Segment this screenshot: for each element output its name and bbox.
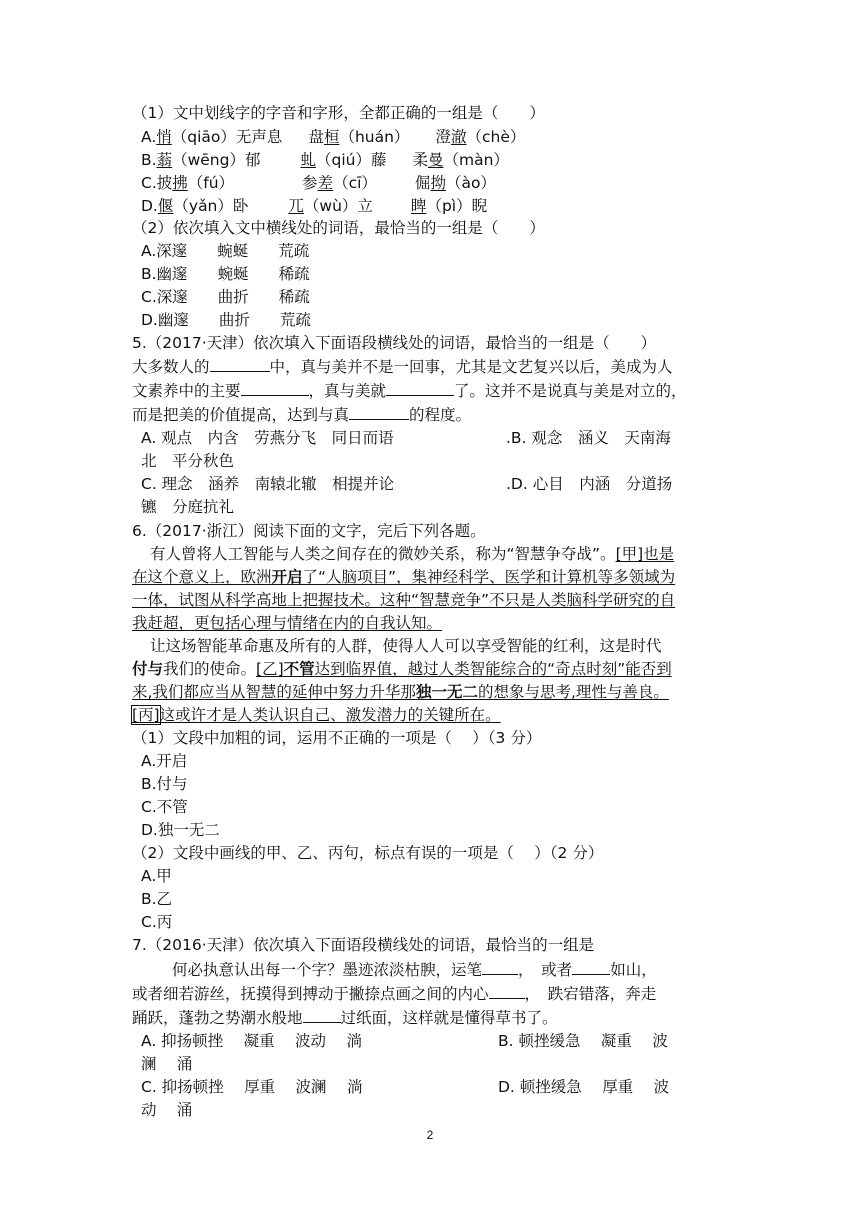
q7-text: 何必执意认出每一个字？墨迹浓淡枯腴，运笔 bbox=[172, 961, 483, 979]
q6-underlined-text: 这或许才是人类认识自己、激发潜力的关键所在。 bbox=[159, 706, 501, 724]
q6-underlined-text: 来,我们都应当从智慧的延伸中努力升华那 bbox=[132, 683, 416, 701]
option-word: 蜿蜒 bbox=[217, 242, 249, 260]
q6-sub2-option-b: B.乙 bbox=[141, 890, 173, 908]
q4-option-a bbox=[141, 127, 525, 147]
fill-blank bbox=[349, 404, 409, 420]
q4-d-char: 睥 bbox=[410, 197, 427, 215]
q6-passage-line bbox=[132, 590, 675, 610]
q6-underlined-text: 了“人脑项目”，集神经科学、医学和计算机等多领域为 bbox=[302, 568, 676, 586]
q5-text: 的程度。 bbox=[409, 406, 472, 424]
q6-sub1: （1）文段中加粗的词，运用不正确的一项是（ ）（3 分） bbox=[132, 729, 542, 747]
q6-sub1-option-a: A.开启 bbox=[141, 752, 188, 770]
q6-bold-word: 开启 bbox=[271, 568, 303, 586]
q4-option-d bbox=[141, 196, 487, 216]
q6-underlined-text: 的想象与思考,理性与善良。 bbox=[477, 683, 669, 701]
q4-a-char: 桓 bbox=[323, 128, 340, 146]
q6-underlined-text: 一体，试图从科学高地上把握技术。这种“智慧竞争”不只是人类脑科学研究的自 bbox=[132, 591, 676, 609]
q4-b-char: 虬 bbox=[300, 151, 316, 169]
q5-option-b-cont: 北 平分秋色 bbox=[141, 452, 235, 470]
q7-option-a: A. 抑扬顿挫 凝重 波动 淌 bbox=[141, 1032, 362, 1050]
q6-bold-word: 独一无二 bbox=[415, 683, 478, 701]
q4-c-char: 差 bbox=[317, 174, 334, 192]
q7-text: 踊跃，蓬勃之势潮水般地 bbox=[132, 1009, 303, 1027]
q5-paragraph-line bbox=[132, 356, 673, 377]
fill-blank bbox=[241, 380, 309, 396]
q4-d-char: 兀 bbox=[288, 197, 304, 215]
q4-sub2: （2）依次填入文中横线处的词语，最恰当的一组是（ ） bbox=[132, 219, 545, 237]
q5-option-c: C. 理念 涵养 南辕北辙 相提并论 bbox=[141, 475, 395, 493]
q5-option-b: .B. 观念 涵义 天南海 bbox=[506, 429, 671, 447]
q5-text: 大多数人的 bbox=[132, 358, 210, 376]
q6-passage-line bbox=[132, 567, 675, 587]
q7-option-b-cont: 澜 涌 bbox=[141, 1055, 193, 1073]
q4-a-char: 悄 bbox=[156, 128, 172, 146]
q4-b-text: （qiú）藤 bbox=[315, 151, 387, 169]
option-word: 稀疏 bbox=[278, 288, 310, 306]
q4-b-text: （wēng）郁 bbox=[172, 151, 261, 169]
q4-b-char: 蓊 bbox=[156, 151, 173, 169]
option-word: 曲折 bbox=[218, 311, 250, 329]
fill-blank bbox=[489, 983, 525, 999]
q7-paragraph-line bbox=[172, 959, 657, 980]
q4-b-char: 柔 bbox=[412, 151, 428, 169]
q4-d-prefix: D. bbox=[141, 197, 158, 215]
q6-sub2: （2）文段中画线的甲、乙、丙句，标点有误的一项是（ ）（2 分） bbox=[132, 844, 604, 862]
q6-underlined-text: 在这个意义上，欧洲 bbox=[132, 568, 272, 586]
q4-sub1: （1）文中划线字的字音和字形，全都正确的一组是（ ） bbox=[132, 104, 545, 122]
q6-sub2-option-c: C.丙 bbox=[141, 913, 173, 931]
q6-passage-line bbox=[132, 705, 501, 725]
q4-d-text: （yǎn）卧 bbox=[173, 197, 249, 215]
q4-c-char: 拗 bbox=[430, 174, 446, 192]
q4-a-prefix: A. bbox=[141, 128, 157, 146]
page-number: 2 bbox=[426, 1128, 434, 1142]
q6-underlined-text: 我赶超，更包括心理与情绪在内的自我认知。 bbox=[132, 614, 443, 632]
q6-underlined-text: [丙] bbox=[132, 706, 160, 724]
q6-passage-line bbox=[132, 659, 672, 679]
q6-text: 我们的使命。 bbox=[163, 660, 257, 678]
q6-underlined-text: 达到临界值，越过人类智能综合的“奇点时刻”能否到 bbox=[314, 660, 672, 678]
q5-option-d: .D. 心目 内涵 分道扬 bbox=[506, 475, 673, 493]
q5-text: 文素养中的主要 bbox=[132, 382, 241, 400]
option-word: 蜿蜒 bbox=[217, 265, 249, 283]
fill-blank bbox=[386, 380, 454, 396]
fill-blank bbox=[210, 356, 270, 372]
q4-a-text: （qiāo）无声息 bbox=[171, 128, 283, 146]
q6-passage-line bbox=[132, 613, 442, 633]
option-label: D.幽邃 bbox=[141, 311, 189, 329]
q6-bold-word: 付与 bbox=[132, 660, 164, 678]
q7-option-d: D. 顿挫缓急 厚重 波 bbox=[498, 1078, 670, 1096]
q4-b-char: 曼 bbox=[427, 151, 444, 169]
q6-passage-line bbox=[150, 544, 674, 564]
q5-text: ，真与美就 bbox=[308, 382, 387, 400]
q4-b-text: （màn） bbox=[443, 151, 509, 169]
option-word: 曲折 bbox=[217, 288, 249, 306]
q6-text: 有人曾将人工智能与人类之间存在的微妙关系，称为“智慧争夺战”。 bbox=[150, 545, 616, 563]
q6-stem: 6.（2017·浙江）阅读下面的文字，完后下列各题。 bbox=[132, 522, 486, 540]
q4-c-prefix: C.披 bbox=[141, 174, 173, 192]
q4-c-text: （fú） bbox=[187, 174, 235, 192]
q6-underlined-text: [甲]也是 bbox=[615, 545, 675, 563]
q4-c-text: （cī） bbox=[333, 174, 377, 192]
q4-a-text: （huán） bbox=[339, 128, 410, 146]
q7-option-c: C. 抑扬顿挫 厚重 波澜 淌 bbox=[141, 1078, 363, 1096]
q6-sub1-option-b: B.付与 bbox=[141, 775, 188, 793]
q7-text: ， 或者 bbox=[518, 961, 573, 979]
q6-sub1-option-c: C.不管 bbox=[141, 798, 188, 816]
q4-a-char: 澄 bbox=[435, 128, 451, 146]
option-label: A.深邃 bbox=[141, 242, 188, 260]
q4-d-char: 偃 bbox=[157, 197, 174, 215]
q4-d-text: （wù）立 bbox=[303, 197, 373, 215]
q5-paragraph-line bbox=[132, 404, 471, 425]
q5-option-d-cont: 镳 分庭抗礼 bbox=[141, 498, 235, 516]
q4-c-text: （ào） bbox=[445, 174, 496, 192]
option-label: C.深邃 bbox=[141, 288, 188, 306]
q6-bold-word: 不管 bbox=[283, 660, 315, 678]
q4-c-char: 参 bbox=[302, 174, 318, 192]
option-label: B.幽邃 bbox=[141, 265, 188, 283]
q7-text: 或者细若游丝，抚摸得到搏动于撇捺点画之间的内心 bbox=[132, 985, 489, 1003]
option-word: 荒疏 bbox=[278, 242, 310, 260]
q4-a-char: 盘 bbox=[308, 128, 324, 146]
q7-option-b: B. 顿挫缓急 凝重 波 bbox=[498, 1032, 668, 1050]
option-word: 稀疏 bbox=[278, 265, 310, 283]
q5-text: 而是把美的价值提高，达到与真 bbox=[132, 406, 350, 424]
q6-passage-line bbox=[132, 682, 669, 702]
q7-text: 如山， bbox=[610, 961, 657, 979]
q4-sub2-option-c bbox=[141, 287, 310, 307]
q6-sub1-option-d: D.独一无二 bbox=[141, 821, 220, 839]
q4-d-text: （pì）睨 bbox=[426, 197, 488, 215]
q6-sub2-option-a: A.甲 bbox=[141, 867, 172, 885]
q7-text: ， 跌宕错落，奔走 bbox=[524, 985, 657, 1003]
q5-text: 了。这并不是说真与美是对立的， bbox=[454, 382, 687, 400]
q4-sub2-option-d bbox=[141, 310, 311, 330]
q7-stem: 7.（2016·天津）依次填入下面语段横线处的词语，最恰当的一组是 bbox=[132, 936, 595, 954]
q7-option-d-cont: 动 涌 bbox=[141, 1101, 193, 1119]
q6-underlined-text: [乙] bbox=[256, 660, 284, 678]
q4-c-char: 拂 bbox=[172, 174, 188, 192]
fill-blank bbox=[303, 1007, 341, 1023]
q5-option-a: A. 观点 内含 劳燕分飞 同日而语 bbox=[141, 429, 394, 447]
q4-sub2-option-b bbox=[141, 264, 310, 284]
q4-option-c bbox=[141, 173, 496, 193]
q5-text: 中，真与美并不是一回事，尤其是文艺复兴以后，美成为人 bbox=[269, 358, 673, 376]
q4-c-char: 倔 bbox=[414, 174, 431, 192]
q4-sub2-option-a bbox=[141, 241, 309, 261]
q4-option-b bbox=[141, 150, 509, 170]
q4-a-char: 澈 bbox=[450, 128, 467, 146]
fill-blank bbox=[572, 959, 610, 975]
q4-a-text: （chè） bbox=[466, 128, 526, 146]
q4-b-prefix: B. bbox=[141, 151, 157, 169]
q5-paragraph-line bbox=[132, 380, 687, 401]
q6-passage-line: 让这场智能革命惠及所有的人群，使得人人可以享受智能的红利，这是时代 bbox=[150, 637, 662, 655]
q7-paragraph-line bbox=[132, 983, 656, 1004]
option-word: 荒疏 bbox=[279, 311, 311, 329]
q5-stem: 5.（2017·天津）依次填入下面语段横线处的词语，最恰当的一组是（ ） bbox=[132, 334, 657, 352]
fill-blank bbox=[482, 959, 518, 975]
q7-text: 过纸面，这样就是懂得草书了。 bbox=[340, 1009, 558, 1027]
q7-paragraph-line bbox=[132, 1007, 558, 1028]
